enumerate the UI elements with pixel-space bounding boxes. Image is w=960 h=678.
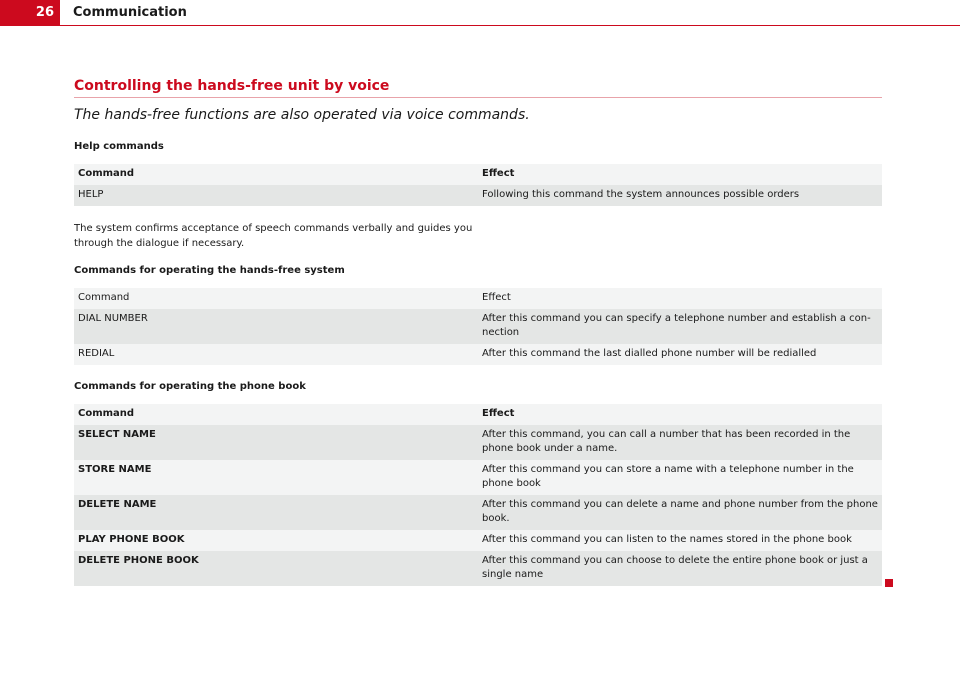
phonebook-commands-table bbox=[74, 404, 882, 586]
table-header-row bbox=[74, 288, 882, 309]
table-row bbox=[74, 344, 882, 365]
command-cell: DELETE PHONE BOOK bbox=[74, 551, 478, 586]
effect-cell: After this command you can listen to the names stored in the phone book bbox=[478, 530, 882, 551]
table-row bbox=[74, 425, 882, 460]
effect-cell: After this command you can store a name with a telephone number in the phone book bbox=[478, 460, 882, 495]
page-header bbox=[0, 0, 960, 28]
table-row bbox=[74, 551, 882, 586]
handsfree-commands-heading: Commands for operating the hands-free system bbox=[74, 265, 345, 276]
effect-cell: After this command you can choose to delete the entire phone book or just a single name bbox=[478, 551, 882, 586]
header-divider bbox=[60, 25, 960, 26]
table-row bbox=[74, 495, 882, 530]
effect-cell: After this command you can delete a name and phone number from the phone book. bbox=[478, 495, 882, 530]
table-row bbox=[74, 185, 882, 206]
command-cell: DIAL NUMBER bbox=[74, 309, 478, 344]
header-effect: Effect bbox=[478, 288, 882, 309]
header-command: Command bbox=[74, 288, 478, 309]
handsfree-commands-table bbox=[74, 288, 882, 365]
command-cell: SELECT NAME bbox=[74, 425, 478, 460]
effect-cell: After this command the last dialled phone number will be redialled bbox=[478, 344, 882, 365]
table-header-row bbox=[74, 164, 882, 185]
confirmation-paragraph: The system confirms acceptance of speech commands verbally and guides you through the dialogue if necessary. bbox=[74, 223, 473, 249]
phonebook-commands-heading: Commands for operating the phone book bbox=[74, 381, 306, 392]
header-effect: Effect bbox=[478, 164, 882, 185]
table-row bbox=[74, 460, 882, 495]
section-title: Controlling the hands-free unit by voice bbox=[74, 78, 390, 94]
table-row bbox=[74, 530, 882, 551]
command-cell: STORE NAME bbox=[74, 460, 478, 495]
command-cell: REDIAL bbox=[74, 344, 478, 365]
section-divider bbox=[74, 97, 882, 98]
section-end-marker bbox=[885, 579, 893, 587]
command-cell: DELETE NAME bbox=[74, 495, 478, 530]
header-effect: Effect bbox=[478, 404, 882, 425]
command-cell: HELP bbox=[74, 185, 478, 206]
header-command: Command bbox=[74, 164, 478, 185]
header-command: Command bbox=[74, 404, 478, 425]
help-commands-heading: Help commands bbox=[74, 141, 164, 152]
command-cell: PLAY PHONE BOOK bbox=[74, 530, 478, 551]
table-header-row bbox=[74, 404, 882, 425]
page-number: 26 bbox=[0, 0, 60, 26]
effect-cell: Following this command the system announces possible orders bbox=[478, 185, 882, 206]
section-intro: The hands-free functions are also operated via voice commands. bbox=[74, 107, 530, 123]
effect-cell: After this command you can specify a telephone number and establish a con-nection bbox=[478, 309, 882, 344]
help-commands-table bbox=[74, 164, 882, 206]
table-row bbox=[74, 309, 882, 344]
effect-cell: After this command, you can call a number that has been recorded in the phone book under a name. bbox=[478, 425, 882, 460]
chapter-title: Communication bbox=[73, 5, 187, 20]
